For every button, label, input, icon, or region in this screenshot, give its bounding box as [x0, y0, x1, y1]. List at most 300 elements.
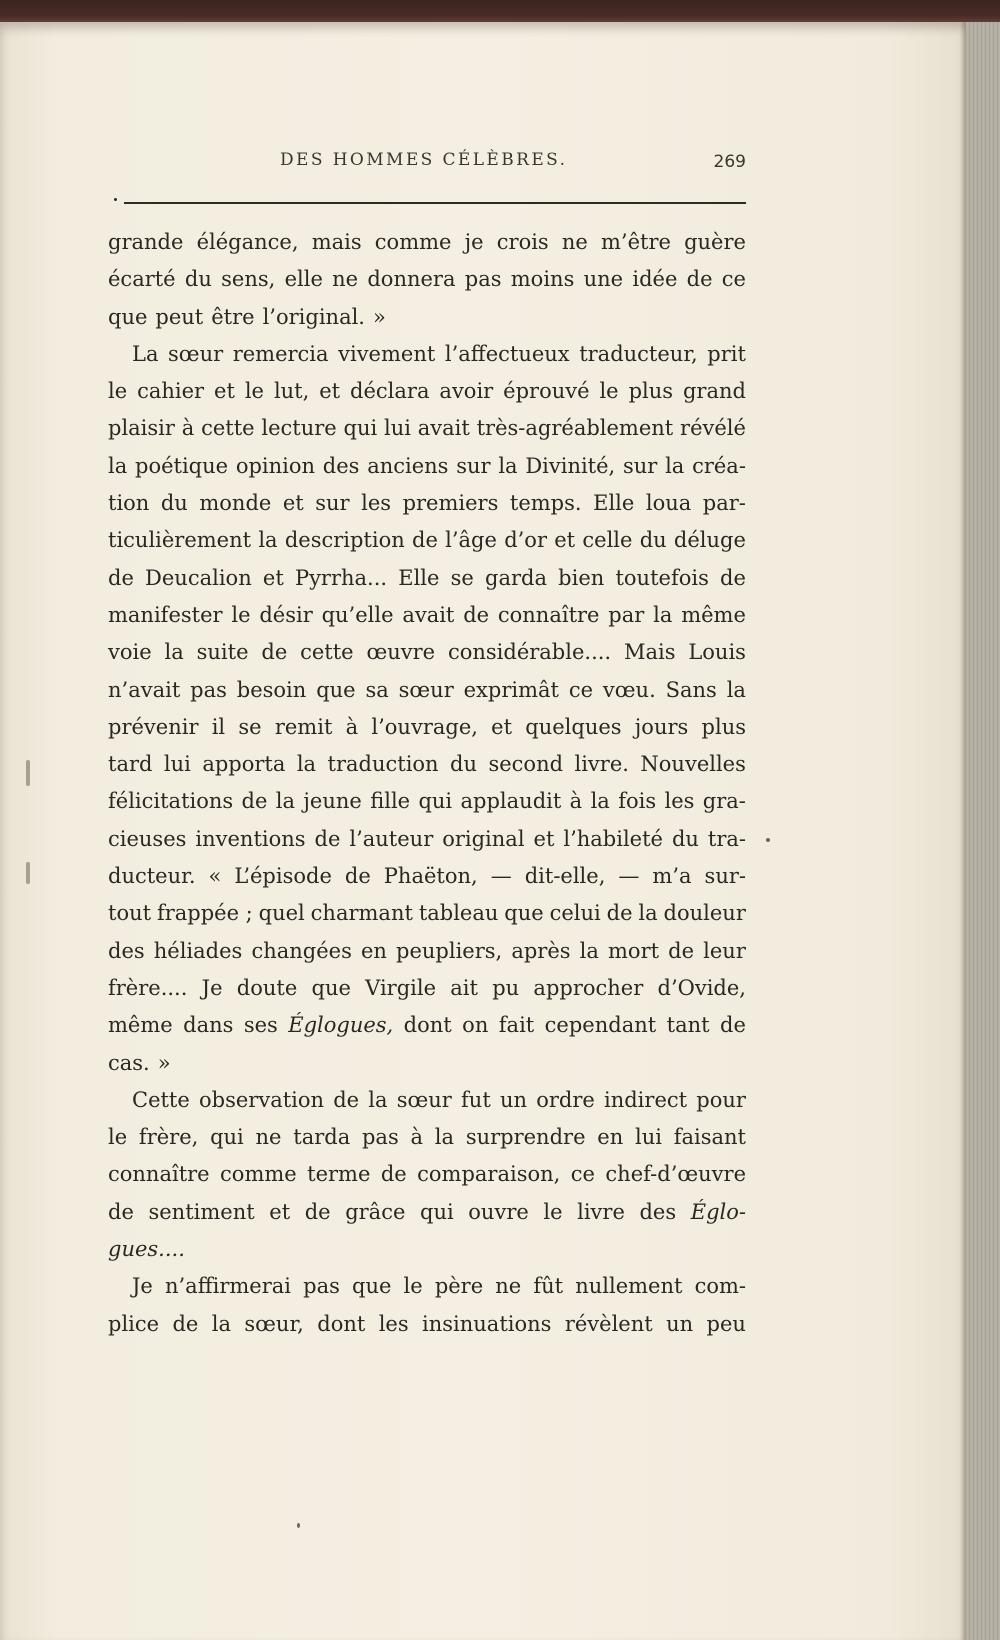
word: même: [681, 602, 746, 627]
word: les: [361, 491, 392, 516]
word: l’âge: [445, 528, 497, 553]
word: la: [726, 677, 746, 702]
word: ne: [495, 1274, 522, 1299]
word: crois: [496, 230, 549, 254]
text-line: [108, 560, 746, 597]
word: mort: [608, 938, 660, 963]
word: Églo-: [690, 1199, 746, 1224]
text-line: [108, 1306, 746, 1343]
word: et: [282, 491, 304, 516]
word: plus: [701, 714, 746, 739]
word: Phaëton,: [383, 864, 478, 889]
word: ne: [332, 267, 359, 292]
body-text: [108, 224, 746, 1343]
word: et: [533, 826, 555, 851]
word: avait: [417, 416, 470, 441]
word: et: [214, 379, 235, 404]
word: dont: [317, 1311, 366, 1336]
word: la: [258, 528, 278, 553]
word: l’habileté: [563, 826, 663, 851]
word: la: [579, 938, 599, 963]
word: insinuations: [422, 1311, 552, 1336]
word: le: [403, 1274, 423, 1299]
text-line: [108, 1082, 746, 1119]
word: considérable....: [447, 640, 612, 665]
word: cieuses: [108, 826, 187, 851]
word: garda: [485, 565, 547, 590]
word: tard: [108, 752, 153, 777]
word: et: [269, 1199, 291, 1224]
word: original: [442, 826, 525, 851]
word: cette: [300, 640, 354, 665]
running-title: DES HOMMES CÉLÈBRES.: [280, 150, 568, 170]
word: un: [666, 1311, 694, 1336]
word: prévenir: [108, 714, 199, 739]
word: sur: [315, 491, 350, 516]
word: déclara: [350, 379, 430, 404]
word: ne: [255, 1125, 282, 1150]
page-header: [110, 150, 746, 180]
word: déluge: [673, 528, 746, 553]
word: pu: [492, 975, 520, 1000]
word: opinion: [235, 453, 316, 478]
word: être: [211, 304, 255, 329]
word: pour: [696, 1087, 746, 1112]
word: cette: [201, 416, 255, 441]
word: qui: [210, 1125, 244, 1150]
word: lui: [634, 1125, 662, 1150]
word: voie: [108, 640, 152, 665]
word: les: [664, 789, 695, 814]
word: que: [108, 304, 148, 329]
word: que: [352, 1274, 392, 1299]
word: quelques: [525, 714, 622, 739]
word: sa: [365, 677, 389, 702]
word: des: [639, 1199, 677, 1224]
word: moins: [510, 267, 575, 292]
word: anciens: [367, 453, 449, 478]
word: d’Ovide,: [657, 975, 746, 1000]
word: L’épisode: [234, 864, 332, 889]
word: faisant: [673, 1125, 746, 1150]
word: fois: [618, 789, 657, 814]
word: à: [410, 1125, 424, 1150]
word: de: [606, 901, 633, 926]
word: sœur,: [244, 1311, 304, 1336]
word: Virgile: [365, 975, 437, 1000]
word: la: [590, 789, 610, 814]
word: le: [244, 379, 264, 404]
word: m’a: [652, 864, 692, 889]
text-line: [108, 597, 746, 634]
word: un: [499, 1087, 528, 1112]
word: ticulièrement: [108, 528, 252, 553]
word: jeune: [303, 789, 362, 814]
margin-mark: [26, 862, 30, 884]
text-line: [108, 448, 746, 485]
word: gra-: [702, 789, 746, 814]
word: sœur: [398, 677, 454, 702]
word: la: [368, 1087, 388, 1112]
word: lut,: [273, 379, 310, 404]
word: d’or: [504, 528, 547, 553]
word: écarté: [108, 267, 176, 292]
word: vivement: [338, 341, 436, 366]
word: lui: [383, 416, 411, 441]
word: de: [108, 565, 134, 590]
word: la: [498, 453, 518, 478]
word: pas: [190, 677, 227, 702]
word: le: [231, 602, 251, 627]
word: traduction: [327, 752, 439, 777]
word: par: [608, 602, 645, 627]
word: se: [238, 714, 262, 739]
text-line: [108, 1007, 746, 1044]
word: terme: [307, 1162, 371, 1187]
word: la: [296, 752, 317, 777]
word: douleur: [663, 901, 746, 926]
text-line: [108, 1268, 746, 1305]
word: de: [241, 789, 268, 814]
word: de: [668, 938, 695, 963]
text-line: [108, 634, 746, 671]
text-line: [108, 336, 746, 373]
text-line: [108, 299, 746, 336]
text-line: [108, 410, 746, 447]
word: grand: [682, 379, 746, 404]
word: de: [720, 1013, 746, 1038]
word: peut: [155, 304, 204, 329]
word: Mais: [623, 640, 676, 665]
word: l’auteur: [349, 826, 434, 851]
word: œuvre: [366, 640, 436, 665]
word: poétique: [135, 453, 229, 478]
word: avait: [402, 602, 455, 627]
word: après: [511, 938, 571, 963]
word: je: [464, 230, 484, 254]
word: une: [583, 267, 624, 292]
word: nullement: [575, 1274, 683, 1299]
text-line: [108, 485, 746, 522]
word: père: [434, 1274, 484, 1299]
word: la: [108, 453, 128, 478]
word: Je: [132, 1274, 153, 1299]
word: se: [450, 565, 474, 590]
word: de: [344, 864, 371, 889]
word: ses: [243, 1013, 278, 1038]
rule-dot: [114, 198, 117, 201]
word: ce: [568, 677, 594, 702]
word: fille: [370, 789, 411, 814]
text-line: [108, 1119, 746, 1156]
word: fut: [461, 1087, 491, 1112]
word: du: [184, 267, 212, 292]
word: n’affirmerai: [164, 1274, 291, 1299]
word: frère,: [138, 1125, 199, 1150]
word: la: [638, 901, 658, 926]
word: le: [108, 379, 128, 404]
word: temps.: [509, 491, 582, 516]
word: qui: [420, 1199, 454, 1224]
word: tarda: [293, 1125, 351, 1150]
word: de: [261, 640, 288, 665]
word: tra-: [707, 826, 746, 851]
word: tion: [108, 491, 150, 516]
word: qui: [343, 416, 378, 441]
word: ordre: [536, 1087, 595, 1112]
text-line: [108, 224, 746, 261]
word: en: [360, 938, 387, 963]
text-line: [108, 783, 746, 820]
word: mais: [311, 230, 362, 254]
word: toutefois: [615, 565, 709, 590]
word: sur-: [704, 864, 746, 889]
word: à: [181, 416, 195, 441]
word: de: [172, 1311, 199, 1336]
word: inventions: [195, 826, 306, 851]
word: celle: [582, 528, 633, 553]
text-line: [108, 858, 746, 895]
word: celui: [549, 901, 601, 926]
word: besoin: [236, 677, 307, 702]
page-number: 269: [713, 152, 746, 172]
word: prit: [707, 341, 746, 366]
word: à: [569, 789, 583, 814]
word: second: [488, 752, 564, 777]
word: peupliers,: [396, 938, 503, 963]
text-line: [108, 746, 746, 783]
word: bien: [558, 565, 605, 590]
word: approcher: [533, 975, 644, 1000]
word: la: [434, 1125, 455, 1150]
word: le: [599, 379, 619, 404]
word: Je: [201, 975, 223, 1000]
word: de: [333, 1087, 360, 1112]
word: exprimât: [463, 677, 559, 702]
word: que: [504, 901, 544, 926]
word: et: [554, 528, 576, 553]
word: ait: [450, 975, 478, 1000]
word: que: [316, 677, 356, 702]
word: l’original.: [262, 304, 365, 329]
word: la: [275, 789, 296, 814]
word: pas: [464, 267, 502, 292]
text-line: [108, 895, 746, 932]
word: dont: [403, 1013, 452, 1038]
word: connaître: [497, 602, 600, 627]
margin-mark: [26, 760, 30, 786]
word: cahier: [137, 379, 205, 404]
word: observation: [199, 1087, 325, 1112]
word: grande: [108, 230, 184, 254]
word: héliades: [153, 938, 243, 963]
word: leur: [703, 938, 746, 963]
word: créa-: [692, 453, 746, 478]
word: cas.: [108, 1050, 150, 1075]
word: fût: [533, 1274, 564, 1299]
word: révélé: [680, 416, 746, 441]
word: ne: [561, 230, 588, 254]
word: ducteur.: [108, 864, 196, 889]
word: —: [490, 864, 512, 889]
word: apporta: [202, 752, 286, 777]
word: ce: [570, 1162, 595, 1187]
text-line: [108, 522, 746, 559]
word: sur: [456, 453, 491, 478]
word: même: [108, 1013, 173, 1038]
word: du: [160, 491, 188, 516]
word: gues....: [108, 1237, 185, 1262]
word: elle: [284, 267, 323, 292]
word: tout: [108, 901, 152, 926]
word: plaisir: [108, 416, 175, 441]
word: traducteur,: [579, 341, 698, 366]
paper-speck: [297, 1523, 300, 1528]
word: le: [108, 1125, 128, 1150]
word: comme: [374, 230, 452, 254]
word: sœur: [168, 341, 224, 366]
word: comparaison,: [417, 1162, 561, 1187]
word: Divinité,: [525, 453, 616, 478]
word: sens,: [221, 267, 276, 292]
header-rule: [124, 202, 746, 204]
word: description: [284, 528, 405, 553]
word: de: [108, 1199, 134, 1224]
word: Cette: [132, 1087, 190, 1112]
word: tant: [666, 1013, 710, 1038]
word: m’être: [601, 230, 671, 254]
text-line: [108, 373, 746, 410]
word: à: [345, 714, 359, 739]
word: »: [157, 1050, 171, 1075]
word: élégance,: [196, 230, 299, 254]
word: frère....: [108, 975, 188, 1000]
word: Églogues,: [288, 1013, 394, 1038]
word: monde: [199, 491, 272, 516]
word: fait: [498, 1013, 535, 1038]
book-fore-edge: [966, 22, 1000, 1640]
word: de: [463, 602, 490, 627]
word: la: [665, 453, 685, 478]
word: frappée ;: [156, 901, 253, 926]
word: ouvre: [468, 1199, 529, 1224]
word: lecture: [261, 416, 337, 441]
word: éprouvé: [503, 379, 590, 404]
word: la: [653, 602, 673, 627]
text-line: [108, 672, 746, 709]
text-line: [108, 1156, 746, 1193]
word: manifester: [108, 602, 223, 627]
word: de: [380, 1162, 407, 1187]
text-line: [108, 970, 746, 1007]
word: livre: [577, 1199, 625, 1224]
word: guère: [684, 230, 746, 254]
word: et: [319, 379, 341, 404]
word: Elle: [593, 491, 635, 516]
word: pas: [303, 1274, 340, 1299]
word: n’avait: [108, 677, 181, 702]
word: des: [108, 938, 145, 963]
text-line: [108, 709, 746, 746]
word: Pyrrha...: [294, 565, 388, 590]
word: Louis: [688, 640, 746, 665]
word: désir: [259, 602, 313, 627]
word: de: [720, 565, 746, 590]
word: peu: [706, 1311, 746, 1336]
word: «: [208, 864, 222, 889]
word: quel: [258, 901, 305, 926]
word: sur: [622, 453, 658, 478]
word: pas: [361, 1125, 399, 1150]
paper-speck: [766, 838, 770, 842]
word: du: [639, 528, 667, 553]
word: grâce: [345, 1199, 406, 1224]
word: com-: [694, 1274, 746, 1299]
word: en: [597, 1125, 624, 1150]
word: comme: [220, 1162, 297, 1187]
word: plice: [108, 1311, 160, 1336]
word: qu’elle: [321, 602, 394, 627]
word: l’ouvrage,: [371, 714, 478, 739]
word: très-agréablement: [476, 416, 674, 441]
text-line: [108, 933, 746, 970]
word: changées: [251, 938, 352, 963]
word: applaudit: [460, 789, 562, 814]
word: idée: [632, 267, 678, 292]
word: surprendre: [465, 1125, 586, 1150]
word: il: [211, 714, 226, 739]
word: le: [543, 1199, 563, 1224]
word: doute: [236, 975, 298, 1000]
word: connaître: [108, 1162, 210, 1187]
word: donnera: [367, 267, 456, 292]
word: que: [311, 975, 351, 1000]
word: de: [314, 826, 341, 851]
word: lui: [163, 752, 191, 777]
word: des: [322, 453, 360, 478]
word: de: [304, 1199, 331, 1224]
word: de: [412, 528, 438, 553]
word: plus: [628, 379, 674, 404]
text-line: [108, 1194, 746, 1231]
word: l’affectueux: [444, 341, 570, 366]
word: dans: [183, 1013, 234, 1038]
word: La: [132, 341, 159, 366]
word: charmant: [310, 901, 413, 926]
word: qui: [418, 789, 453, 814]
word: sentiment: [148, 1199, 255, 1224]
word: vœu.: [602, 677, 656, 702]
word: avoir: [439, 379, 494, 404]
word: indirect: [604, 1087, 688, 1112]
word: jours: [634, 714, 689, 739]
word: remit: [274, 714, 333, 739]
word: »: [372, 304, 386, 329]
word: chef-d’œuvre: [605, 1162, 746, 1187]
word: tableau: [418, 901, 499, 926]
word: du: [450, 752, 478, 777]
word: par-: [702, 491, 746, 516]
text-line: [108, 261, 746, 298]
word: Elle: [398, 565, 440, 590]
word: dit-elle,: [524, 864, 606, 889]
word: —: [618, 864, 640, 889]
word: la: [164, 640, 184, 665]
word: remercia: [232, 341, 329, 366]
word: Nouvelles: [640, 752, 746, 777]
word: ce: [721, 267, 746, 292]
word: les: [378, 1311, 409, 1336]
